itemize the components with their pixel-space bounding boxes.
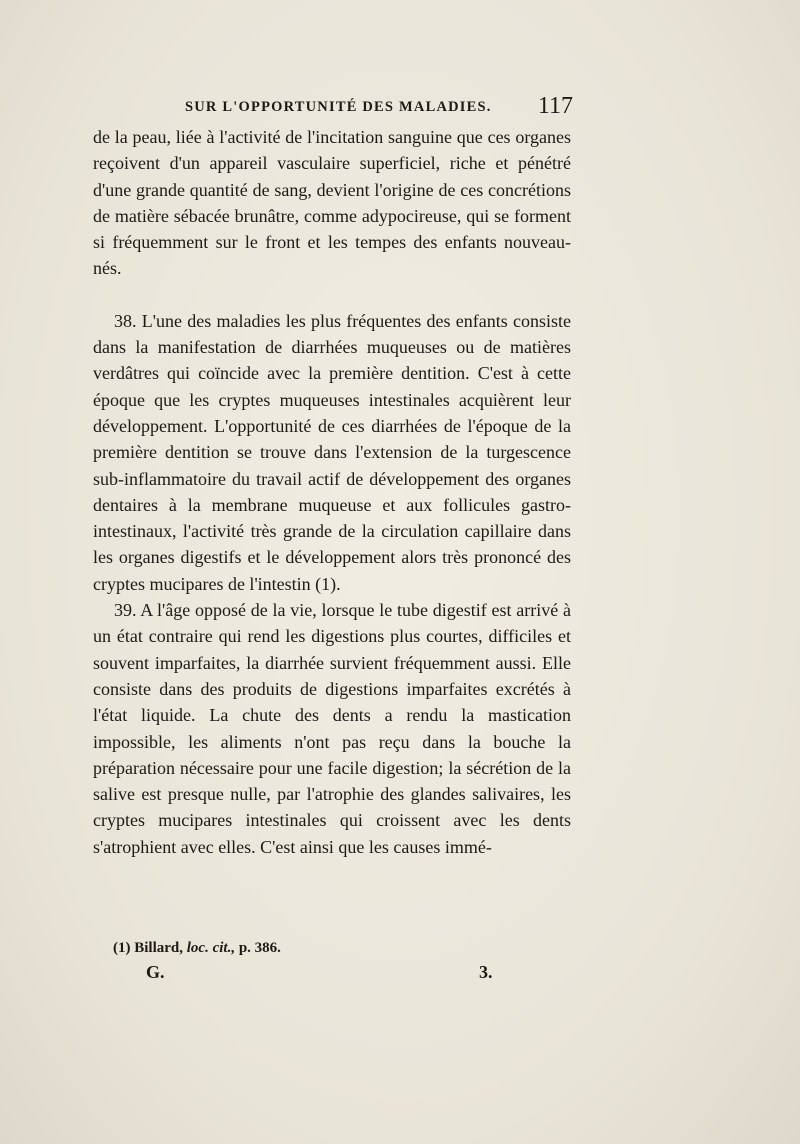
paragraph-continuation: de la peau, liée à l'activité de l'incitation sanguine que ces organes reçoivent d'un appareil vasculaire superficiel, riche et pénétré d'une grande quantité de sang, devient l'origine de ces concrétions de matière sébacée brunâtre, comme adypocireuse, qui se forment si fréquemment sur le front et les tempes des enfants nouveau-nés. [93, 127, 571, 279]
running-title: SUR L'OPPORTUNITÉ DES MALADIES. [185, 99, 492, 115]
page-header [93, 93, 573, 121]
paragraph-38: 38. L'une des maladies les plus fréquentes des enfants consiste dans la manifestation de diarrhées muqueuses ou de matières verdâtres qui coïncide avec la première dentition. C'est à cette époque que les cryptes muqueuses intestinales acquièrent leur développement. L'opportunité de ces diarrhées de l'époque de la première dentition se trouve dans l'extension de la turgescence sub-inflammatoire du travail actif de développement des organes dentaires à la membrane muqueuse et aux follicules gastro-intestinaux, l'activité très grande de la circulation capillaire dans les organes digestifs et le développement alors très prononcé des cryptes mucipares de l'intestin (1). [93, 310, 571, 594]
footnote-page-ref: p. 386. [238, 940, 281, 956]
footnote-citation: loc. cit., [186, 940, 236, 956]
footnote [113, 940, 281, 957]
signature-right: 3. [479, 962, 493, 982]
main-text [93, 124, 571, 860]
paragraph-spacer [93, 282, 571, 308]
footnote-marker: (1) Billard, [113, 940, 183, 956]
paragraph-39: 39. A l'âge opposé de la vie, lorsque le tube digestif est arrivé à un état contraire qui rend les digestions plus courtes, difficiles et souvent imparfaites, la diarrhée survient fréquemment aussi. Elle consiste dans des produits de digestions imparfaites excrétés à l'état liquide. La chute des dents a rendu la mastication impossible, les aliments n'ont pas reçu dans la bouche la préparation nécessaire pour une facile digestion; la sécrétion de la salive est presque nulle, par l'atrophie des glandes salivaires, les cryptes mucipares intestinales qui croissent avec les dents s'atrophient avec elles. C'est ainsi que les causes immé- [93, 600, 571, 857]
page-number: 117 [537, 93, 573, 119]
signature-left: G. [146, 962, 165, 982]
